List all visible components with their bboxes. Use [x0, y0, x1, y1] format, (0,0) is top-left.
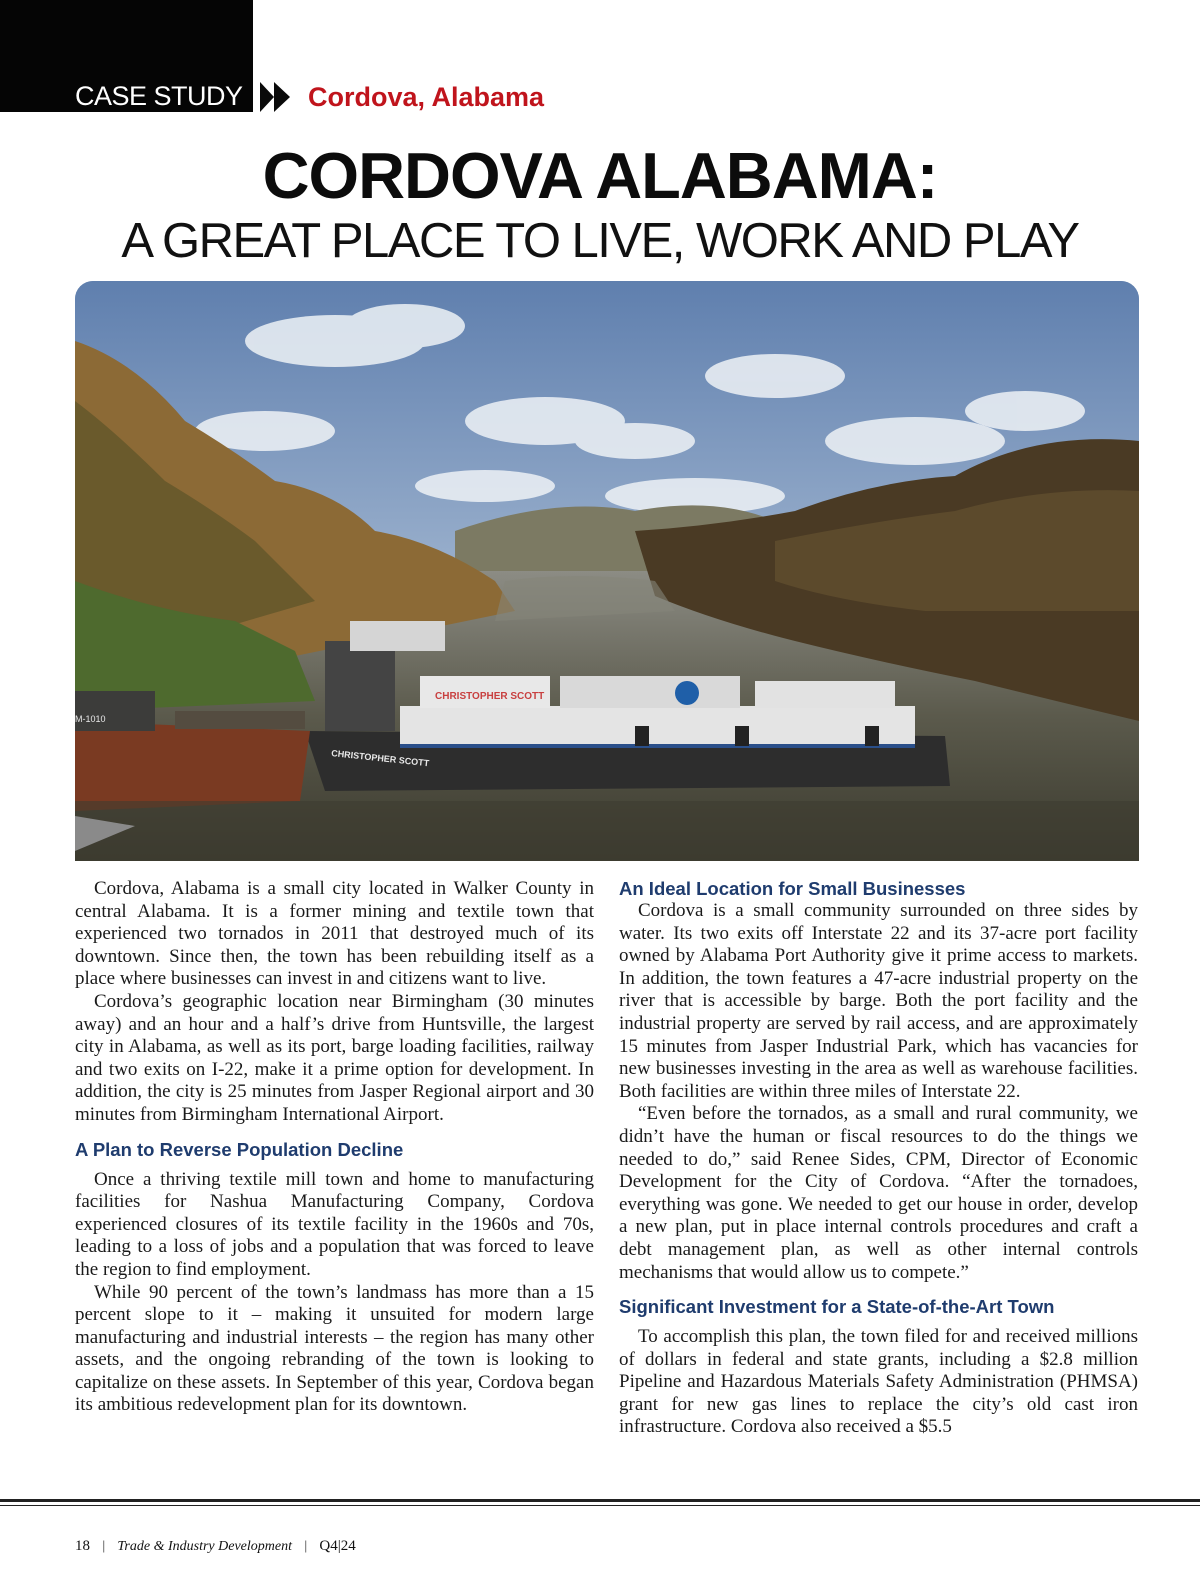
publication-name: Trade & Industry Development [117, 1539, 292, 1554]
article-subheadline: A GREAT PLACE TO LIVE, WORK AND PLAY [121, 214, 1079, 268]
footer-separator: | [303, 1538, 308, 1553]
article-right-column [619, 878, 1138, 1439]
body-paragraph: To accomplish this plan, the town filed for and received millions of dollars in federal and state grants, including a $2.8 million Pipeline and Hazardous Materials Safety Administration (PHMSA) grant for new gas lines to replace the city’s old cast iron infrastructure. Cordova also received a $5.5 [619, 1326, 1138, 1438]
body-paragraph: While 90 percent of the town’s landmass has more than a 15 percent slope to it – making it unsuited for modern large manufacturing and industrial interests – the region has many other assets, and the ongoing rebranding of the town is looking to capitalize on these assets. In September of this year, Cordova began its ambitious redevelopment plan for its downtown. [75, 1281, 594, 1416]
hero-photo [75, 281, 1139, 861]
boat-name-hull: CHRISTOPHER SCOTT [330, 748, 430, 769]
body-paragraph: Once a thriving textile mill town and home to manufacturing facilities for Nashua Manufacturing Company, Cordova experienced closures of its textile facility in the 1960s and 70s, leading to a loss of jobs and a population that was forced to leave the region to find employment. [75, 1168, 594, 1280]
double-chevron-right-icon [260, 82, 292, 112]
body-paragraph: Cordova is a small community surrounded on three sides by water. Its two exits off Interstate 22 and its 37-acre port facility owned by Alabama Port Authority give it prime access to markets. In addition, the town features a 47-acre industrial property on the river that is accessible by barge. Both the port facility and the industrial property are served by rail access, and are approximately 15 minutes from Jasper Industrial Park, which has vacancies for new businesses investing in the area as well as warehouse facilities. Both facilities are within three miles of Interstate 22. [619, 900, 1138, 1102]
issue-label: Q4|24 [319, 1538, 356, 1554]
footer-separator: | [102, 1538, 106, 1553]
footer-rule-thin [0, 1505, 1200, 1506]
section-heading: An Ideal Location for Small Businesses [619, 878, 966, 899]
section-name: Cordova, Alabama [308, 82, 545, 112]
article-left-column [75, 878, 594, 1417]
page-number: 18 [75, 1538, 90, 1554]
article-headline: CORDOVA ALABAMA: [262, 139, 938, 212]
section-heading: A Plan to Reverse Population Decline [75, 1138, 404, 1160]
footer-rule [0, 1499, 1200, 1502]
quote-paragraph: “Even before the tornados, as a small and rural community, we didn’t have the human or fiscal resources to do the things we needed to do,” said Renee Sides, CPM, Director of Economic Development for the City of Cordova. “After the tornadoes, everything was gone. We needed to get our house in order, develop a new plan, put in place internal controls procedures and craft a debt management plan, as well as other internal controls mechanisms that would allow us to compete.” [619, 1103, 1138, 1283]
barge-number: M-1010 [75, 714, 106, 724]
boat-name-upper: CHRISTOPHER SCOTT [435, 691, 545, 702]
body-paragraph: Cordova’s geographic location near Birmingham (30 minutes away) and an hour and a half’s drive from Huntsville, the largest city in Alabama, as well as its port, barge loading facilities, railway and two exits on I-22, make it a prime option for development. In addition, the city is 25 minutes from Jasper Regional airport and 30 minutes from Birmingham International Airport. [75, 990, 594, 1125]
river-barge-illustration [75, 281, 1139, 861]
section-heading: Significant Investment for a State-of-the-Art Town [619, 1296, 1055, 1318]
body-paragraph: Cordova, Alabama is a small city located in Walker County in central Alabama. It is a former mining and textile town that experienced two tornados in 2011 that destroyed much of its downtown. Since then, the town has been rebuilding itself as a place where businesses can invest in and citizens want to live. [75, 878, 594, 990]
page-footer [75, 1538, 356, 1555]
case-study-label: CASE STUDY [75, 81, 243, 111]
